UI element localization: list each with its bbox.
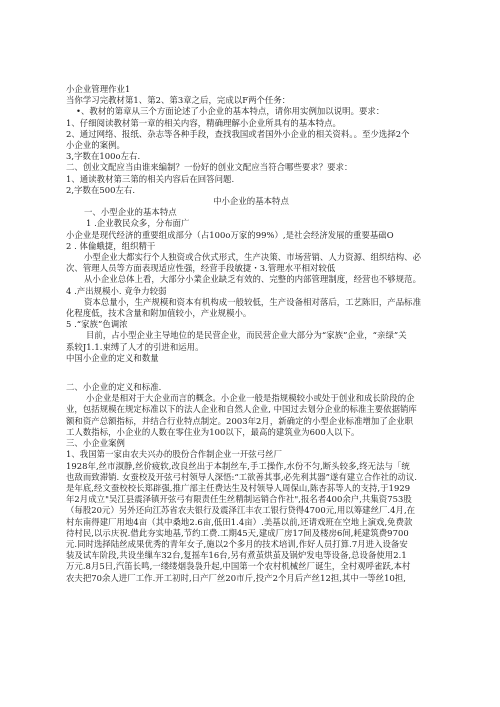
doc-line: 村东南得建厂用地4亩（其中桑地2.6亩,低田1.4亩）.美基以前,还请戏班在空地上演戏,免费款 (66, 516, 413, 527)
doc-line: 小企业的案例。 (66, 140, 125, 151)
doc-line: 小型企业大都实行个人独资或合伙式形式，生产决策、市场营销、人力资源、组织结构、必 (84, 252, 421, 263)
doc-line: 当你学习完教材第1、第2、第3章之后，完成以F两个任务： (66, 95, 291, 106)
doc-line: 也敌而致滞销. 女蚕校及开弦弓村领导人深悟:“工欲善其事,必先利其器”遂有建立合作社的动议. (66, 471, 417, 482)
doc-line: 资本总量小，生产规模和资本有机构成一般较低，生产设备相对落后，工艺陈旧，产品标准 (84, 296, 421, 307)
subsection-heading: 一、小型企业的基本特点 (84, 207, 177, 218)
doc-line: 1、通读教材第三第的相关内容后在回答问题. (66, 173, 235, 184)
doc-line: （每股20元）另外还向江苏省农夫银行及震泽江丰农工银行贷得4700元,用以筹建丝厂.4月,在 (66, 505, 416, 516)
doc-title: 小企业管理作业1 (66, 84, 131, 94)
doc-line: 额和资产总额指标，并结合行业特点制定。2003年2月，新确定的小型企业标准增加了企业职 (66, 415, 414, 426)
doc-line: 年2月成立"吴江县震泽镇开弦弓有限责任生丝精制运销合作社",报名者400余户,共集资753股 (66, 494, 412, 505)
doc-line: 2 . 体倫蛾捷，组织精干 (66, 240, 156, 251)
doc-line: 二、创业文配应当由谁来编制？一份好的创业文配应当符合哪些要求？要求： (66, 162, 353, 173)
doc-line: •、教材的第章从三个方面论述了小企业的基本特点，请你用实例加以说明。要求： (76, 106, 385, 117)
doc-line: 目前，占小型企业主导地位的是民营企业，而民营企业大部分为“家族”企业，“亲绿”关 (86, 330, 407, 341)
doc-line: 1928年,丝市淑静,丝价疲软,改良丝出于本制丝车,手工操作,水份不匀,断头较多,终无法与「统 (66, 460, 410, 471)
doc-line: 1、我国第一家由农夫兴办的股份合作制企业一开弦弓丝厂 (66, 449, 283, 460)
doc-line: 元.同时选择陆丝成果优秀的青年女子,施以2个多月的技术培训,作好人员打算.7月进入设备安 (66, 538, 408, 549)
section-heading: 二、小企业的定义和标准. (66, 382, 162, 393)
section-heading: 中小企业的基本特点 (213, 196, 289, 207)
doc-line: 2,字数在500左右. (66, 184, 136, 195)
doc-line: 业，包括规模在规定标准以下的法人企业和自然人企业, 中国过去划分企业的标准主要依据销库 (66, 404, 417, 415)
doc-line: 系较J1.1.束缚了人才的引进和运用。 (66, 341, 204, 352)
doc-line: 次、管理人员等方面表现适应性强，经营手段敏捷・3.管理水平相对较低 (66, 263, 336, 274)
doc-line: 3,字数在100o左右. (66, 151, 141, 162)
section-heading: 三、小企业案例 (66, 438, 125, 449)
doc-line: 是年底,经文蚕校校长郑辟强,推广部主任费达生及村领导人周保山,陈杏荪等人的支持,于1929 (66, 482, 411, 493)
doc-line: 工人数指标，小企业的人数在零住业为100以下，最高的建筑业为600人以下。 (66, 426, 360, 437)
doc-line: 小企业是相对于大企业而言的概念。小企业一般是指规模较小或处于创业和成长阶段的企 (86, 393, 415, 404)
doc-line: 待村民,以示庆祝.借此夯实地基,节约工费.工期45天,建成厂房17间及楼房6间,耗建筑费9700 (66, 527, 409, 538)
doc-line: 小企业是现代经济的重要组成部分（占100o万家的99%）,是社会经济发展的重要基础O (66, 229, 394, 240)
doc-line: 化程度低，技术含量和附加值较小，产业规模小。 (66, 308, 252, 319)
doc-line: 1 .企业教民众多，分布面广 (86, 218, 190, 229)
doc-line: 农夫把70余人进厂工作.开工初时,日产厂丝20市斤,投产2个月后产丝12担,其中一等丝10担, (66, 572, 406, 583)
doc-line: 装及试车阶段,共设坐缫车32台,复摇车16台,另有煮茧烘茧及锅炉发电等设备,总设备使用2.1 (66, 550, 407, 561)
doc-line: 2、通过网络、报纸、杂志等各种手段，查找我国或者国外小企业的相关资料。。至少选择2个 (66, 128, 410, 139)
doc-line: 4 .产出规模小. 竟争力较弱 (66, 285, 167, 296)
doc-line: 1、仔细阅读教材第一章的相关内容，精确理解小企业所具有的基本特点。 (66, 117, 341, 128)
doc-line: 从小企业总体上看，大部分小業企业缺乏有效的、完整的内部管理制度，经营也不够规范。 (84, 274, 421, 285)
doc-line: 中国小企业的定义和数量 (66, 352, 159, 363)
doc-line: 5 .“家族”色调浓 (66, 319, 128, 330)
doc-line: 万元.8月5日,汽笛长鸣,一缕缕烟袅袅升起,中国第一个农村机械丝厂诞生，全村观呼雀跃,本村 (66, 561, 411, 572)
